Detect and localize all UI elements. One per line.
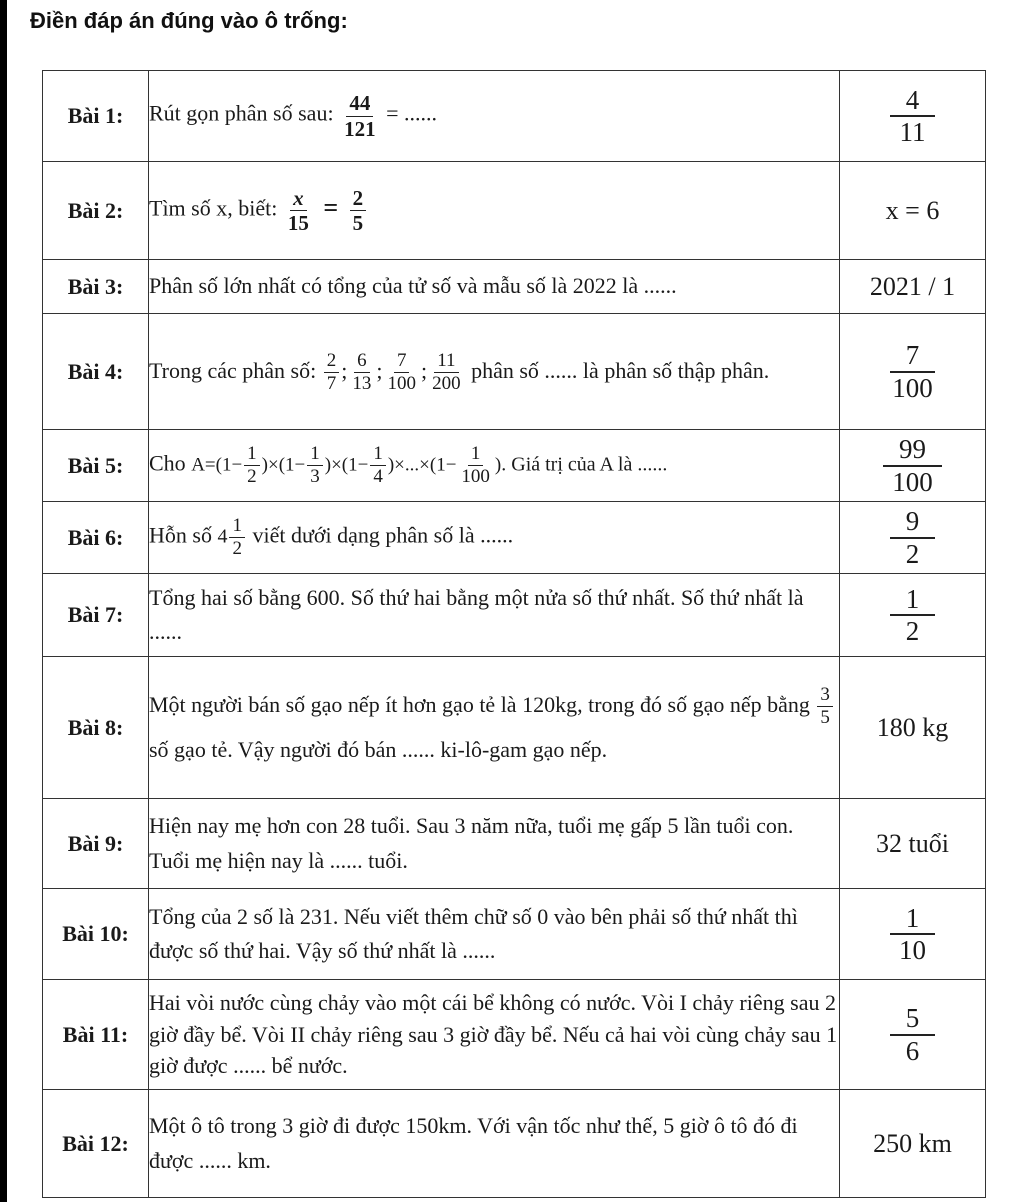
fraction xyxy=(229,516,245,559)
denominator: 2 xyxy=(247,466,257,487)
denominator: 100 xyxy=(892,372,933,403)
question-cell: Một ô tô trong 3 giờ đi được 150km. Với vận tốc như thế, 5 giờ ô tô đó đi được ...... km. xyxy=(149,1090,840,1198)
answer-fraction xyxy=(890,585,936,646)
exercise-label: Bài 8: xyxy=(43,657,149,799)
numerator: 1 xyxy=(890,904,936,935)
equals-sign: = xyxy=(323,192,339,222)
question-text: gạo nếp bằng xyxy=(692,691,810,717)
mixed-whole: 4 xyxy=(217,525,228,548)
question-text: Hỗn số xyxy=(149,522,212,548)
table-row xyxy=(43,71,986,162)
question-cell xyxy=(149,162,840,260)
fraction xyxy=(341,92,379,139)
answer-cell xyxy=(840,980,986,1090)
fraction xyxy=(370,444,386,487)
question-cell xyxy=(149,314,840,430)
fraction xyxy=(350,187,367,234)
table-row xyxy=(43,1090,986,1198)
numerator: 2 xyxy=(324,351,340,373)
numerator: 2 xyxy=(350,187,367,211)
exercise-label: Bài 2: xyxy=(43,162,149,260)
denominator: 200 xyxy=(432,373,461,395)
table-row xyxy=(43,162,986,260)
question-text: . Giá trị của A là ...... xyxy=(501,453,668,476)
table-row xyxy=(43,260,986,314)
exercise-label: Bài 6: xyxy=(43,502,149,574)
question-cell xyxy=(149,502,840,574)
answer-fraction xyxy=(890,507,936,568)
numerator: 1 xyxy=(307,444,323,466)
fraction xyxy=(429,351,464,394)
fraction xyxy=(307,444,323,487)
exercise-label: Bài 5: xyxy=(43,430,149,502)
answer-cell xyxy=(840,889,986,980)
separator: ; xyxy=(420,357,428,383)
denominator: 100 xyxy=(387,373,416,395)
exercise-label: Bài 7: xyxy=(43,574,149,657)
fraction xyxy=(349,351,374,394)
question-text: phân số ...... là phân số thập phân. xyxy=(471,357,770,383)
answer-cell xyxy=(840,71,986,162)
fraction xyxy=(817,685,833,728)
table-row xyxy=(43,980,986,1090)
numerator: 7 xyxy=(394,351,410,373)
numerator: 1 xyxy=(244,444,260,466)
numerator: 9 xyxy=(890,507,936,538)
question-text: số gạo tẻ. Vậy người đó bán ...... ki-lô-gam gạo nếp. xyxy=(149,737,608,763)
denominator: 121 xyxy=(344,116,376,141)
question-cell: Hiện nay mẹ hơn con 28 tuổi. Sau 3 năm nữa, tuổi mẹ gấp 5 lần tuổi con. Tuổi mẹ hiện nay là ...... tuổi. xyxy=(149,799,840,889)
denominator: 15 xyxy=(287,211,309,235)
numerator: 5 xyxy=(890,1004,936,1035)
numerator: 11 xyxy=(434,351,458,373)
question-cell: Phân số lớn nhất có tổng của tử số và mẫu số là 2022 là ...... xyxy=(149,260,840,314)
expression-part: ) xyxy=(494,454,502,476)
exercise-label: Bài 11: xyxy=(43,980,149,1090)
fraction xyxy=(244,444,260,487)
answer-cell: 180 kg xyxy=(840,657,986,799)
fraction xyxy=(285,187,312,234)
denominator: 100 xyxy=(461,466,490,487)
answer-cell: 250 km xyxy=(840,1090,986,1198)
question-cell xyxy=(149,71,840,162)
numerator: x xyxy=(290,187,307,211)
question-cell: Tổng của 2 số là 231. Nếu viết thêm chữ số 0 vào bên phải số thứ nhất thì được số thứ hai. Vậy số thứ nhất là ...... xyxy=(149,889,840,980)
numerator: 4 xyxy=(890,86,936,117)
question-text: Rút gọn phân số sau: xyxy=(149,101,334,127)
question-cell: Tổng hai số bằng 600. Số thứ hai bằng một nửa số thứ nhất. Số thứ nhất là ...... xyxy=(149,574,840,657)
exercise-label: Bài 10: xyxy=(43,889,149,980)
numerator: 1 xyxy=(890,585,936,616)
question-text: Cho xyxy=(149,450,186,476)
denominator: 11 xyxy=(899,117,926,147)
numerator: 99 xyxy=(883,435,942,466)
left-edge-bar xyxy=(0,0,7,1202)
expression-part: )×...×(1− xyxy=(387,454,457,476)
numerator: 1 xyxy=(370,444,386,466)
denominator: 2 xyxy=(905,538,920,569)
expression-part: A=(1− xyxy=(191,454,243,476)
table-row xyxy=(43,889,986,980)
fraction xyxy=(384,351,419,394)
numerator: 6 xyxy=(354,351,370,373)
answer-cell xyxy=(840,574,986,657)
table-row xyxy=(43,502,986,574)
numerator: 44 xyxy=(346,92,373,116)
denominator: 7 xyxy=(326,373,337,395)
answer-cell xyxy=(840,430,986,502)
page-heading: Điền đáp án đúng vào ô trống: xyxy=(30,8,348,33)
numerator: 3 xyxy=(817,685,833,707)
denominator: 5 xyxy=(820,707,830,729)
exercise-label: Bài 1: xyxy=(43,71,149,162)
answer-cell: 2021 / 1 xyxy=(840,260,986,314)
expression-part: )×(1− xyxy=(324,454,369,476)
separator: ; xyxy=(341,357,348,383)
denominator: 3 xyxy=(310,466,320,487)
exercise-label: Bài 3: xyxy=(43,260,149,314)
answer-cell: 32 tuổi xyxy=(840,799,986,889)
denominator: 5 xyxy=(352,211,364,235)
answer-cell xyxy=(840,502,986,574)
denominator: 13 xyxy=(352,373,372,395)
question-cell xyxy=(149,430,840,502)
denominator: 2 xyxy=(905,616,920,646)
answer-cell: x = 6 xyxy=(840,162,986,260)
table-row xyxy=(43,657,986,799)
question-text: Tìm số x, biết: xyxy=(149,195,278,221)
table-row xyxy=(43,574,986,657)
exercise-label: Bài 4: xyxy=(43,314,149,430)
denominator: 4 xyxy=(373,466,383,487)
expression-part: )×(1− xyxy=(261,454,306,476)
exercise-label: Bài 9: xyxy=(43,799,149,889)
fraction xyxy=(458,444,493,487)
answer-cell xyxy=(840,314,986,430)
answer-fraction xyxy=(890,1004,936,1065)
table-row xyxy=(43,314,986,430)
fraction xyxy=(324,351,340,394)
answer-fraction xyxy=(884,86,942,147)
table-row xyxy=(43,430,986,502)
denominator: 2 xyxy=(232,538,242,559)
question-text: Một người bán số gạo nếp ít hơn gạo tẻ là 120kg, trong đó số xyxy=(149,691,688,717)
answer-fraction xyxy=(876,435,949,496)
numerator: 7 xyxy=(890,341,936,372)
numerator: 1 xyxy=(468,444,484,466)
table-row xyxy=(43,799,986,889)
exercise-table xyxy=(42,70,986,1198)
question-text: Trong các phân số: xyxy=(149,357,317,383)
question-cell: Hai vòi nước cùng chảy vào một cái bể không có nước. Vòi I chảy riêng sau 2 giờ đầy bể. Vòi II chảy riêng sau 3 giờ đầy bể. Nếu cả hai vòi cùng chảy sau 1 giờ được ...... bể nước. xyxy=(149,980,840,1090)
answer-fraction xyxy=(883,904,942,965)
separator: ; xyxy=(376,357,383,383)
denominator: 6 xyxy=(905,1035,920,1066)
question-text: viết dưới dạng phân số là ...... xyxy=(252,522,514,548)
denominator: 10 xyxy=(899,935,926,965)
exercise-label: Bài 12: xyxy=(43,1090,149,1198)
answer-fraction xyxy=(876,341,949,402)
question-cell xyxy=(149,657,840,799)
denominator: 100 xyxy=(892,466,933,497)
question-text: = ...... xyxy=(386,101,437,127)
numerator: 1 xyxy=(229,516,245,538)
